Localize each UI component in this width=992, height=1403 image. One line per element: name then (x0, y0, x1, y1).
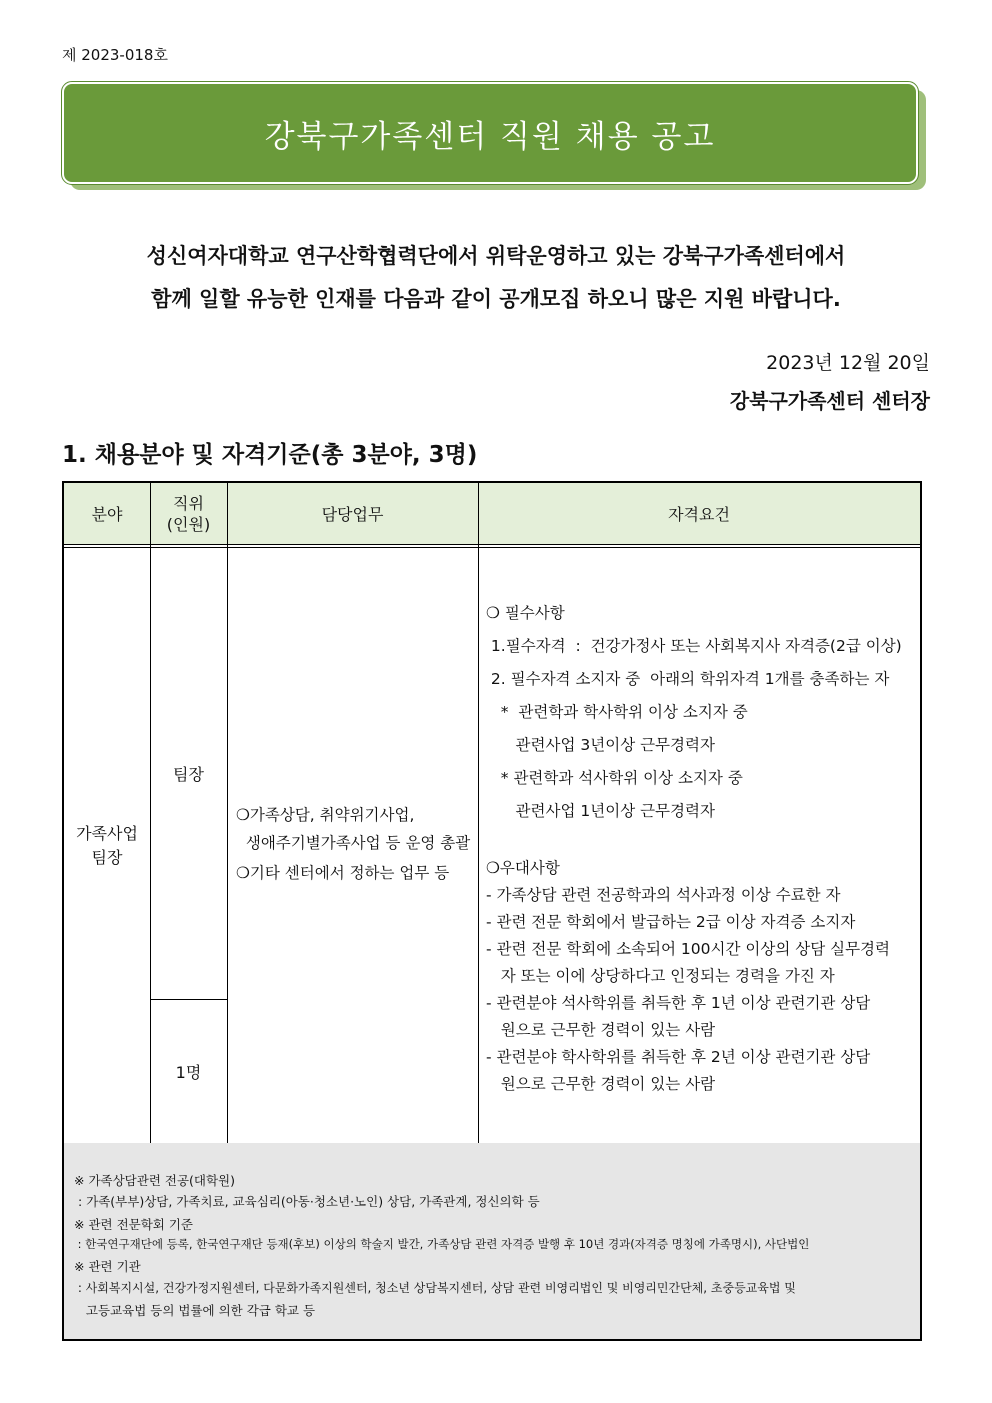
field-line-1: 가족사업 (76, 823, 138, 843)
signer: 강북구가족센터 센터장 (729, 389, 930, 413)
req-preferred-item-cont: 원으로 근무한 경력이 있는 사람 (486, 1021, 716, 1039)
count-cell: 1명 (175, 1063, 202, 1082)
header-field: 분야 (91, 504, 123, 524)
header-position (150, 483, 227, 545)
duty-item: ❍기타 센터에서 정하는 업무 등 (236, 864, 450, 882)
footnotes-box (64, 1143, 920, 1339)
field-line-2: 팀장 (91, 847, 123, 867)
document-number: 제 2023-018호 (62, 46, 168, 64)
section-title: 1. 채용분야 및 자격기준(총 3분야, 3명) (62, 442, 478, 468)
header-requirements: 자격요건 (668, 504, 730, 524)
req-line: 관련사업 1년이상 근무경력자 (486, 802, 715, 820)
duty-item: ❍가족상담, 취약위기사업, (236, 806, 415, 824)
footnote-line: ※ 관련 전문학회 기준 (74, 1217, 193, 1232)
header-position-line-1: 직위 (173, 494, 204, 513)
req-preferred-item: - 관련분야 학사학위를 취득한 후 2년 이상 관련기관 상담 (486, 1048, 871, 1066)
intro-line-1: 성신여자대학교 연구산학협력단에서 위탁운영하고 있는 강북구가족센터에서 (146, 244, 846, 268)
footnote-line: ※ 가족상담관련 전공(대학원) (74, 1173, 235, 1188)
field-cell (64, 548, 150, 1143)
req-line: * 관련학과 석사학위 이상 소지자 중 (486, 769, 743, 787)
header-duties: 담당업무 (321, 504, 384, 524)
req-preferred-item: - 가족상담 관련 전공학과의 석사과정 이상 수료한 자 (486, 886, 841, 904)
announcement-date: 2023년 12월 20일 (766, 352, 930, 374)
req-line: * 관련학과 학사학위 이상 소지자 중 (486, 703, 748, 721)
duty-item: 생애주기별가족사업 등 운영 총괄 (236, 834, 471, 852)
req-preferred-item-cont: 원으로 근무한 경력이 있는 사람 (486, 1075, 716, 1093)
column-rule-2 (227, 483, 228, 1143)
page-title: 강북구가족센터 직원 채용 공고 (264, 118, 716, 155)
footnote-line: : 가족(부부)상담, 가족치료, 교육심리(아동·청소년·노인) 상담, 가족관계, 정신의학 등 (74, 1194, 540, 1209)
recruitment-table (62, 481, 922, 1341)
column-rule-3 (478, 483, 479, 1143)
title-banner (62, 82, 918, 184)
req-line: 2. 필수자격 소지자 중 아래의 학위자격 1개를 충족하는 자 (486, 670, 890, 688)
footnote-line: ※ 관련 기관 (74, 1259, 141, 1274)
footnote-line: : 한국연구재단에 등록, 한국연구재단 등재(후보) 이상의 학술지 발간, 가족상담 관련 자격증 발행 후 10년 경과(자격증 명칭에 가족명시), 사단법인 (74, 1237, 810, 1251)
req-line: 관련사업 3년이상 근무경력자 (486, 736, 715, 754)
req-preferred-item-cont: 자 또는 이에 상당하다고 인정되는 경력을 가진 자 (486, 967, 835, 985)
req-line: 1.필수자격 : 건강가정사 또는 사회복지사 자격증(2급 이상) (486, 637, 902, 655)
req-required-heading: ❍ 필수사항 (486, 604, 565, 622)
position-cell: 팀장 (173, 765, 204, 784)
header-position-line-2: (인원) (166, 515, 211, 534)
req-preferred-heading: ❍우대사항 (486, 859, 560, 877)
footnote-line: 고등교육법 등의 법률에 의한 각급 학교 등 (74, 1303, 316, 1318)
intro-line-2: 함께 일할 유능한 인재를 다음과 같이 공개모집 하오니 많은 지원 바랍니다. (151, 287, 841, 311)
duties-cell (236, 801, 476, 887)
req-preferred-item: - 관련 전문 학회에서 발급하는 2급 이상 자격증 소지자 (486, 913, 856, 931)
footnote-line: : 사회복지시설, 건강가정지원센터, 다문화가족지원센터, 청소년 상담복지센터, 상담 관련 비영리법인 및 비영리민간단체, 초중등교육법 및 (74, 1281, 796, 1295)
req-preferred-item: - 관련분야 석사학위를 취득한 후 1년 이상 관련기관 상담 (486, 994, 871, 1012)
req-preferred-item: - 관련 전문 학회에 소속되어 100시간 이상의 상담 실무경력 (486, 940, 891, 958)
